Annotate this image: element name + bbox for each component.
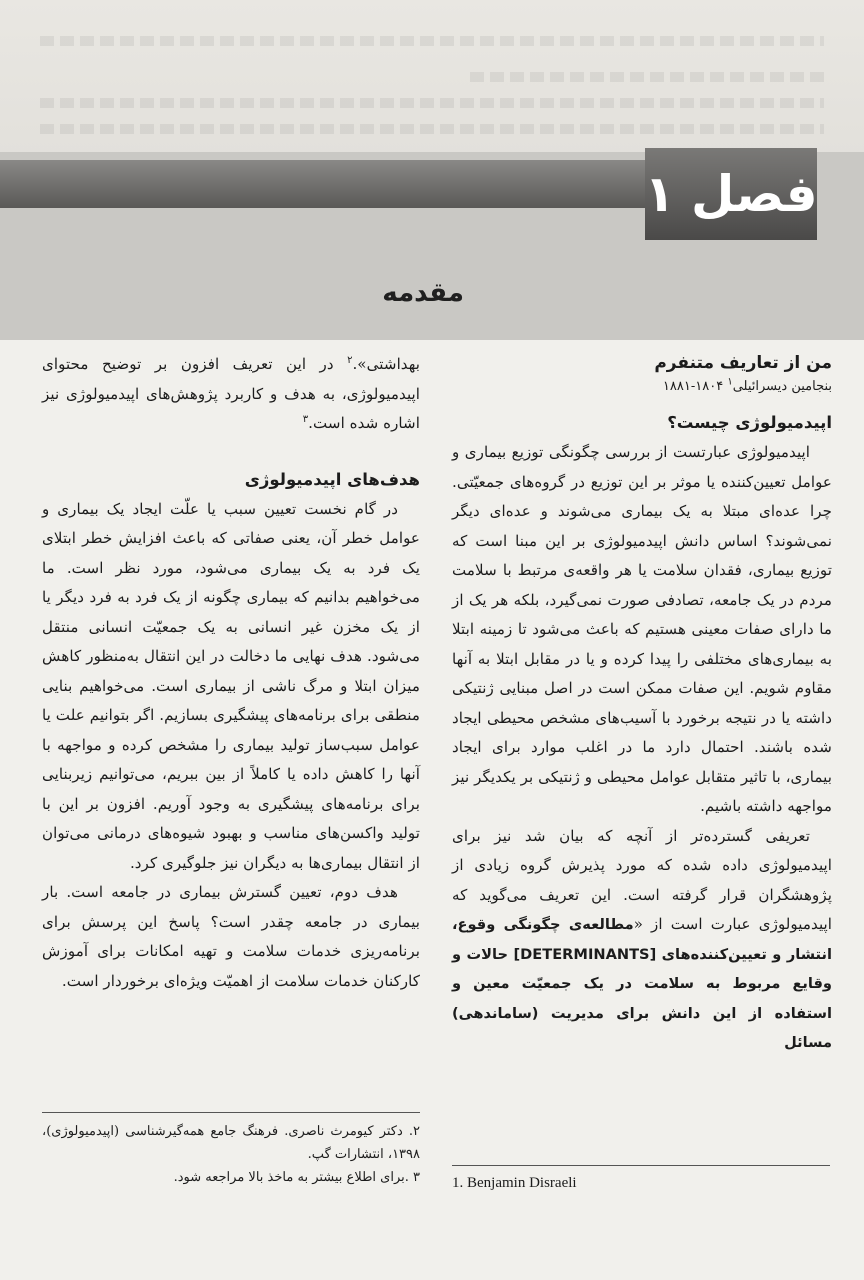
section-title: مقدمه xyxy=(382,278,464,308)
epigraph-quote: من از تعاریف متنفرم xyxy=(654,353,832,373)
footnote-divider xyxy=(452,1165,830,1166)
heading-what-is-epidemiology: اپیدمیولوژی چیست؟ xyxy=(667,413,832,432)
left-column xyxy=(42,350,420,996)
paragraph: در گام نخست تعیین سبب یا علّت ایجاد یک بیماری و عوامل خطر آن، یعنی صفاتی که باعث افزایش خطر ابتلای یک فرد به یک بیماری می‌شود، مورد نظر است. ما می‌خواهیم بدانیم که بیماری چگونه از یک فرد به فرد دیگر یا از یک مخزن غیر انسانی به یک جمعیّت انسانی منتقل می‌شود. هدف نهایی ما دخالت در این انتقال به‌منظور کاهش میزان ابتلا و مرگ ناشی از بیماری است. می‌خواهیم بنایی منطقی برای برنامه‌های پیشگیری بسازیم. اگر بتوانیم علت یا عوامل سبب‌ساز تولید بیماری را مشخص کرده و مواجهه با آنها را کاهش داده یا کاملاً از بین ببریم، می‌توانیم زیربنایی برای برنامه‌های پیشگیری به وجود آوریم. افزون بر این با تولید واکسن‌های مناسب و بهبود شیوه‌های درمانی می‌توان از انتقال بیماری‌ها به دیگران نیز جلوگیری کرد. xyxy=(42,499,420,872)
paragraph: اپیدمیولوژی عبارتست از بررسی چگونگی توزیع بیماری و عوامل تعیین‌کننده یا موثر بر این توزیع در گروه‌های جمعیّتی. چرا عده‌ای مبتلا به یک بیماری می‌شوند و عده‌ای دیگر نمی‌شوند؟ اساس دانش اپیدمیولوژی بر این مبنا است که توزیع بیماری، فقدان سلامت یا هر واقعه‌ی مرتبط با سلامت مردم در یک جامعه، تصادفی صورت نمی‌گیرد، بلکه هر یک از ما دارای صفات معینی هستیم که باعث می‌شود تا زمینه ابتلا به بیماری‌های مختلفی را پیدا کرده و یا در مقابل ابتلا به آنها مقاوم شویم. این صفات ممکن است در اصل مبنایی ژنتیکی داشته یا در نتیجه برخورد با آسیب‌های مشخص محیطی ایجاد شده باشند. احتمال دارد ما در اغلب موارد برای ایجاد بیماری، با تاثیر متقابل عوامل محیطی و ژنتیکی بر یکدیگر نیز مواجهه داشته باشیم. xyxy=(452,443,832,815)
chapter-number: ۱ xyxy=(644,165,675,223)
footnote-english: 1. Benjamin Disraeli xyxy=(452,1175,577,1191)
footnote: ۲. دکتر کیومرث ناصری. فرهنگ جامع همه‌گیرشناسی (اپیدمیولوژی)، ۱۳۹۸، انتشارات گپ. xyxy=(42,1124,420,1162)
paragraph: هدف دوم، تعیین گسترش بیماری در جامعه است. بار بیماری در جامعه چقدر است؟ پاسخ این پرسش برای برنامه‌ریزی خدمات سلامت و تهیه امکانات برای آموزش کارکنان خدمات سلامت از اهمیّت ویژه‌ای برخوردار است. xyxy=(42,883,420,990)
right-column xyxy=(452,350,832,1058)
paragraph: بهداشتی».$^۲$ در این تعریف افزون بر توضیح محتوای اپیدمیولوژی، به هدف و کاربرد پژوهش‌های اپیدمیولوژی نیز اشاره شده است.$^۳$ xyxy=(42,354,420,432)
chapter-label: فصل xyxy=(690,165,818,223)
definition-bold-text: مطالعه‌ی چگونگی وقوع، انتشار و تعیین‌کننده‌های [DETERMINANTS] حالات و وقایع مربوط به سلامت در یک جمعیّت معین و استفاده از این دانش برای مدیریت (ساماندهی) مسائل xyxy=(452,916,832,1051)
footnote: ۳ .برای اطلاع بیشتر به ماخذ بالا مراجعه شود. xyxy=(173,1170,420,1185)
chapter-title xyxy=(645,148,817,240)
epigraph-author: بنجامین دیسرائیلی$^۱$ ۱۸۰۴-۱۸۸۱ xyxy=(662,376,832,394)
paragraph: تعریفی گسترده‌تر از آنچه که بیان شد نیز برای اپیدمیولوژی داده شده که مورد پذیرش گروه زیادی از پژوهشگران قرار گرفته است. این تعریف می‌گوید که اپیدمیولوژی عبارت است از «مطالعه‌ی چگونگی وقوع، انتشار و تعیین‌کننده‌های [DETERMINANTS] حالات و وقایع مربوط به سلامت در یک جمعیّت معین و استفاده از این دانش برای مدیریت (ساماندهی) مسائل xyxy=(452,826,833,1051)
footnote-divider xyxy=(42,1112,420,1113)
heading-epidemiology-goals: هدف‌های اپیدمیولوژی xyxy=(244,469,420,489)
previous-page-bleed xyxy=(0,0,864,160)
chapter-header-strip xyxy=(0,160,650,208)
footnotes xyxy=(42,1120,420,1189)
